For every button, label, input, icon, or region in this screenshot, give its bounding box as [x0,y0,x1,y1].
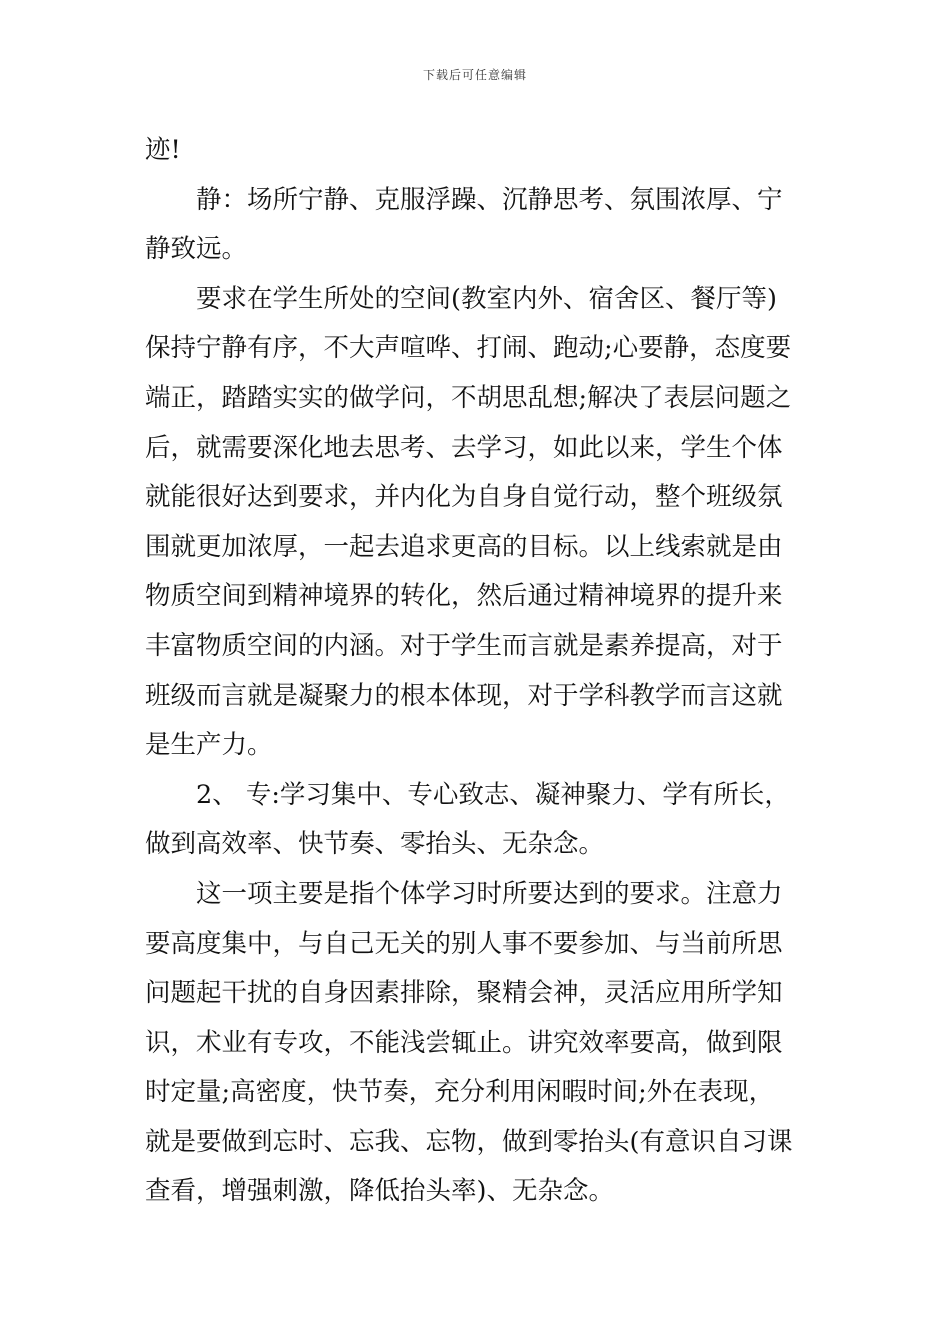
text-line: 这一项主要是指个体学习时所要达到的要求。注意力 [145,878,783,909]
text-line: 就能很好达到要求，并内化为自身自觉行动，整个班级氛 [145,482,783,513]
text-line: 端正，踏踏实实的做学问，不胡思乱想;解决了表层问题之 [145,382,792,413]
text-line: 要高度集中，与自己无关的别人事不要参加、与当前所思 [145,928,783,959]
text-line: 静致远。 [145,234,248,265]
text-line: 物质空间到精神境界的转化，然后通过精神境界的提升来 [145,581,783,612]
text-line: 迹! [145,135,181,165]
text-line: 丰富物质空间的内涵。对于学生而言就是素养提高，对于 [145,630,783,661]
text-line: 要求在学生所处的空间(教室内外、宿舍区、餐厅等) [145,283,777,314]
text-line: 后，就需要深化地去思考、去学习，如此以来，学生个体 [145,432,783,463]
text-line: 静：场所宁静、克服浮躁、沉静思考、氛围浓厚、宁 [145,184,783,215]
text-line: 2、 专:学习集中、专心致志、凝神聚力、学有所长， [145,779,790,810]
text-line: 保持宁静有序，不大声喧哗、打闹、跑动;心要静，态度要 [145,333,792,364]
text-line: 识，术业有专攻，不能浅尝辄止。讲究效率要高，做到限 [145,1027,783,1058]
page-header: 下载后可任意编辑 [422,68,527,82]
text-line: 问题起干扰的自身因素排除，聚精会神，灵活应用所学知 [145,978,783,1009]
text-line: 是生产力。 [145,730,273,761]
text-line: 就是要做到忘时、忘我、忘物，做到零抬头(有意识自习课 [145,1126,793,1157]
text-line: 查看，增强刺激，降低抬头率)、无杂念。 [145,1176,614,1207]
text-line: 围就更加浓厚，一起去追求更高的目标。以上线索就是由 [145,531,783,562]
text-line: 班级而言就是凝聚力的根本体现，对于学科教学而言这就 [145,680,783,711]
document-body [145,126,810,1217]
text-line: 时定量;高密度，快节奏，充分利用闲暇时间;外在表现， [145,1077,775,1108]
text-line: 做到高效率、快节奏、零抬头、无杂念。 [145,829,605,860]
